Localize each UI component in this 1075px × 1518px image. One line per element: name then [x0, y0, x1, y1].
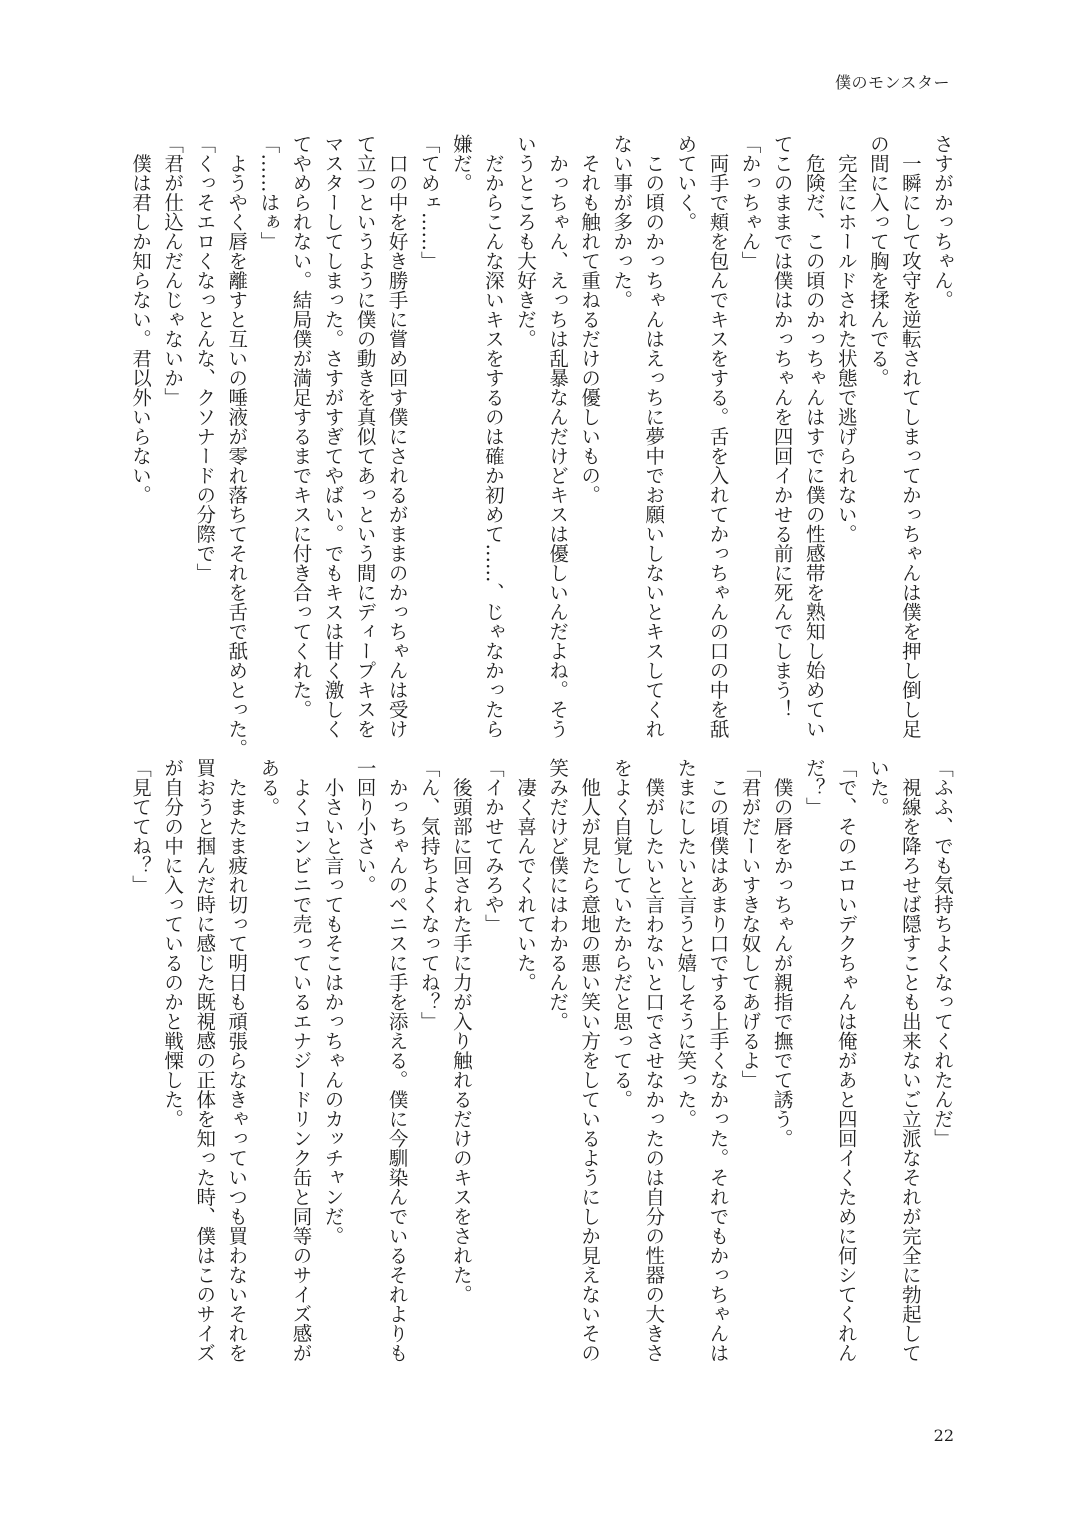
text-column: 嫌だ。 — [449, 134, 473, 193]
text-column: 「見ててね？」 — [129, 758, 153, 895]
text-column: 「ん、気持ちよくなってね？」 — [417, 758, 441, 1031]
text-column: 一瞬にして攻守を逆転されてしまってかっちゃんは僕を押し倒し足 — [898, 134, 922, 739]
text-column: 視線を降ろせば隠すことも出来ないご立派なそれが完全に勃起して — [898, 758, 922, 1363]
text-column: 危険だ、この頃のかっちゃんはすでに僕の性感帯を熟知し始めてい — [802, 134, 826, 739]
text-column: て立つというように僕の動きを真似てあっという間にディープキスを — [353, 134, 377, 739]
text-column: 「で、そのエロいデクちゃんは俺があと四回イくために何シてくれん — [834, 758, 858, 1363]
text-column: いうところも大好きだ。 — [513, 134, 537, 349]
text-column: てこのままでは僕はかっちゃんを四回イかせる前に死んでしまう！ — [770, 134, 794, 719]
lower-text-block — [124, 758, 958, 1378]
text-column: 両手で頬を包んでキスをする。舌を入れてかっちゃんの口の中を舐 — [706, 134, 730, 739]
text-column: 「……はぁ」 — [257, 134, 281, 251]
text-column: 僕の唇をかっちゃんが親指で撫でて誘う。 — [770, 758, 794, 1148]
text-column: の間に入って胸を揉んでる。 — [866, 134, 890, 388]
text-column: 「イかせてみろや」 — [481, 758, 505, 934]
text-column: 笑みだけど僕にはわかるんだ。 — [546, 758, 570, 1031]
text-column: この頃僕はあまり口でする上手くなかった。それでもかっちゃんは — [706, 758, 730, 1363]
text-column: ようやく唇を離すと互いの唾液が零れ落ちてそれを舌で舐めとった。 — [225, 134, 249, 758]
text-column: 口の中を好き勝手に嘗め回す僕にされるがままのかっちゃんは受け — [385, 134, 409, 739]
text-column: 買おうと掴んだ時に感じた既視感の正体を知った時、僕はこのサイズ — [193, 758, 217, 1363]
text-column: ある。 — [257, 758, 281, 817]
running-title: 僕のモンスター — [834, 73, 950, 92]
text-column: 後頭部に回された手に力が入り触れるだけのキスをされた。 — [449, 758, 473, 1304]
text-column: 一回り小さい。 — [353, 758, 377, 895]
text-column: 「君がだーいすきな奴してあげるよ」 — [738, 758, 762, 1090]
text-column: 小さいと言ってもそこはかっちゃんのカッチャンだ。 — [321, 758, 345, 1246]
page-number: 22 — [933, 1426, 954, 1445]
text-column: たまにしたいと言うと嬉しそうに笑った。 — [674, 758, 698, 1129]
text-column: いた。 — [866, 758, 890, 817]
text-column: だ？」 — [802, 758, 826, 817]
text-column: 「てめェ……」 — [417, 134, 441, 271]
text-column: ない事が多かった。 — [610, 134, 634, 310]
text-column: だからこんな深いキスをするのは確か初めて……、じゃなかったら — [481, 134, 505, 739]
text-column: それも触れて重ねるだけの優しいもの。 — [578, 134, 602, 505]
text-column: かっちゃんのペニスに手を添える。僕に今馴染んでいるそれよりも — [385, 758, 409, 1363]
text-column: よくコンビニで売っているエナジードリンク缶と同等のサイズ感が — [289, 758, 313, 1363]
text-column: 僕は君しか知らない。君以外いらない。 — [129, 134, 153, 505]
text-column: が自分の中に入っているのかと戦慄した。 — [161, 758, 185, 1129]
text-column: さすがかっちゃん。 — [931, 134, 954, 310]
text-column: 「かっちゃん」 — [738, 134, 762, 271]
text-column: 凄く喜んでくれていた。 — [513, 758, 537, 992]
text-column: 「ふふ、でも気持ちよくなってくれたんだ」 — [931, 758, 954, 1148]
text-column: 「くっそエロくなっとんな、クソナードの分際で」 — [193, 134, 217, 583]
text-column: 完全にホールドされた状態で逃げられない。 — [834, 134, 858, 544]
upper-text-block — [124, 134, 958, 758]
text-column: この頃のかっちゃんはえっちに夢中でお願いしないとキスしてくれ — [642, 134, 666, 739]
text-column: をよく自覚していたからだと思ってる。 — [610, 758, 634, 1109]
text-column: かっちゃん、えっちは乱暴なんだけどキスは優しいんだよね。そう — [546, 134, 570, 739]
text-column: てやめられない。結局僕が満足するまでキスに付き合ってくれた。 — [289, 134, 313, 719]
text-column: 「君が仕込んだんじゃないか」 — [161, 134, 185, 407]
text-column: 他人が見たら意地の悪い笑い方をしているようにしか見えないその — [578, 758, 602, 1363]
text-column: たまたま疲れ切って明日も頑張らなきゃっていつも買わないそれを — [225, 758, 249, 1363]
text-column: 僕がしたいと言わないと口でさせなかったのは自分の性器の大きさ — [642, 758, 666, 1363]
text-column: マスターしてしまった。さすがすぎてやばい。でもキスは甘く激しく — [321, 134, 345, 739]
text-column: めていく。 — [674, 134, 698, 232]
